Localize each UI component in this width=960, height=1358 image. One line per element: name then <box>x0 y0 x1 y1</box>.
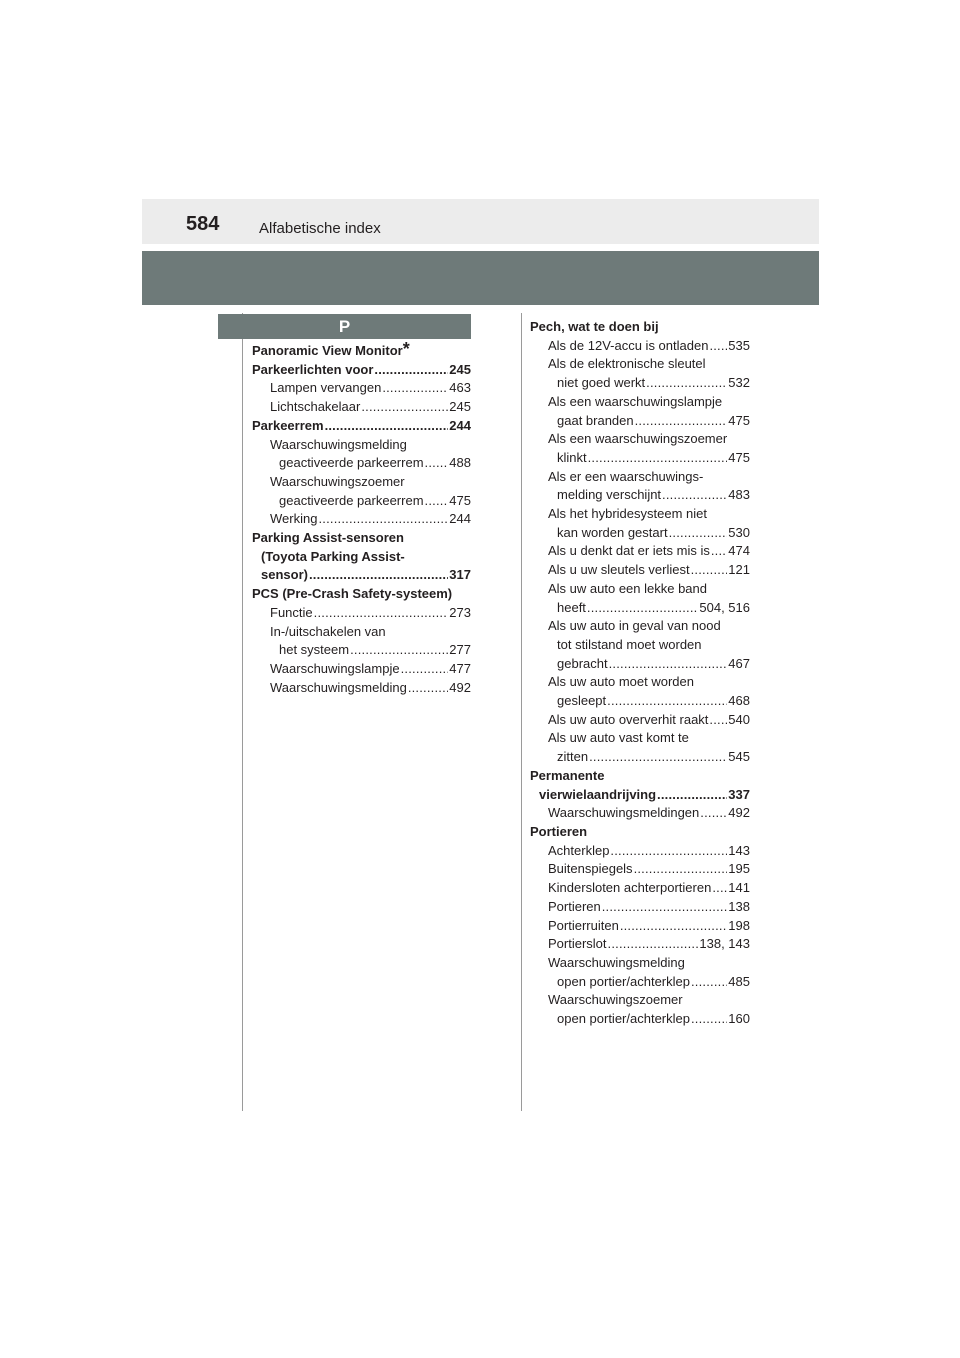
index-entry-text: Portierruiten <box>548 917 619 933</box>
index-entry-text: gebracht <box>557 655 608 671</box>
index-entry-text: (Toyota Parking Assist- <box>261 548 405 564</box>
index-entry <box>530 337 750 356</box>
index-entry <box>530 1010 750 1029</box>
index-entry-text: tot stilstand moet worden <box>557 636 702 652</box>
index-page-ref[interactable]: 545 <box>728 749 750 765</box>
index-entry-text: Parking Assist-sensoren <box>252 530 404 546</box>
dot-leader <box>608 935 699 954</box>
index-page-ref[interactable]: 198 <box>728 917 750 933</box>
index-entry <box>252 510 471 529</box>
index-entry <box>530 711 750 730</box>
index-entry-text: Waarschuwingszoemer <box>270 473 405 489</box>
index-page-ref[interactable]: 337 <box>728 786 750 802</box>
index-entry-text: geactiveerde parkeerrem <box>279 455 424 471</box>
index-entry <box>530 617 750 636</box>
dot-leader <box>709 337 727 356</box>
header-band <box>142 199 819 244</box>
index-entry <box>530 486 750 505</box>
index-entry <box>530 935 750 954</box>
index-entry-text: Als de elektronische sleutel <box>548 356 706 372</box>
index-entry <box>530 842 750 861</box>
index-entry <box>530 355 750 374</box>
header-dark-band <box>142 251 819 305</box>
index-letter-heading: P <box>218 314 471 339</box>
index-page-ref[interactable]: 530 <box>728 524 750 540</box>
index-entry <box>252 679 471 698</box>
index-entry <box>530 468 750 487</box>
index-entry <box>252 548 471 567</box>
dot-leader <box>620 917 727 936</box>
index-page-ref[interactable]: 474 <box>728 543 750 559</box>
dot-leader <box>361 398 448 417</box>
index-entry <box>530 804 750 823</box>
dot-leader <box>662 486 727 505</box>
index-page-ref[interactable]: 535 <box>728 337 750 353</box>
dot-leader <box>588 449 728 468</box>
index-entry-text: Lampen vervangen <box>270 380 382 396</box>
index-page-ref[interactable]: 245 <box>449 399 471 415</box>
index-entry <box>530 524 750 543</box>
index-entry-text: gesleept <box>557 693 607 709</box>
index-entry <box>252 361 471 380</box>
dot-leader <box>425 492 449 511</box>
dot-leader <box>602 898 728 917</box>
section-title: Alfabetische index <box>259 220 381 237</box>
index-page-ref[interactable]: 273 <box>449 604 471 620</box>
index-entry-text: Functie <box>270 604 313 620</box>
index-entry-text: klinkt <box>557 449 587 465</box>
index-entry-text: Portieren <box>530 823 588 839</box>
index-entry <box>252 473 471 492</box>
index-entry-text: Portierslot <box>548 936 607 952</box>
index-entry-text: niet goed werkt <box>557 375 646 391</box>
index-entry <box>530 860 750 879</box>
index-entry-text: In-/uitschakelen van <box>270 623 386 639</box>
index-entry-text: Waarschuwingsmeldingen <box>548 805 700 821</box>
index-entry-text: Als uw auto vast komt te <box>548 730 689 746</box>
index-page-ref[interactable]: 195 <box>728 861 750 877</box>
index-page-ref[interactable]: 245 <box>449 361 471 377</box>
dot-leader <box>401 660 449 679</box>
dot-leader <box>691 561 728 580</box>
index-entry-text: Panoramic View Monitor <box>252 343 403 358</box>
index-entry-text: Als u denkt dat er iets mis is <box>548 543 710 559</box>
index-entry <box>252 566 471 585</box>
index-entry <box>530 655 750 674</box>
index-entry <box>530 692 750 711</box>
index-entry-text: heeft <box>557 599 586 615</box>
index-entry-text: Als uw auto oververhit raakt <box>548 711 709 727</box>
index-entry <box>252 604 471 623</box>
index-entry-text: melding verschijnt <box>557 487 662 503</box>
index-entry <box>530 636 750 655</box>
index-entry-text: Als uw auto in geval van nood <box>548 618 721 634</box>
index-page-ref[interactable]: 160 <box>728 1011 750 1027</box>
index-page-ref[interactable]: 504, 516 <box>699 599 750 615</box>
index-entry-text: gaat branden <box>557 412 634 428</box>
dot-leader <box>325 417 449 436</box>
index-entry-text: Als het hybridesysteem niet <box>548 506 707 522</box>
index-entry <box>252 529 471 548</box>
dot-leader <box>607 692 727 711</box>
dot-leader <box>318 510 448 529</box>
index-entry-text: Werking <box>270 511 318 527</box>
dot-leader <box>309 566 448 585</box>
index-entry <box>252 454 471 473</box>
index-entry-text: Permanente <box>530 767 605 783</box>
dot-leader <box>691 1010 727 1029</box>
index-entry <box>252 379 471 398</box>
index-page-ref[interactable]: 475 <box>449 492 471 508</box>
index-page-ref[interactable]: 492 <box>728 805 750 821</box>
index-page-ref[interactable]: 488 <box>449 455 471 471</box>
index-entry-text: Als uw auto moet worden <box>548 674 694 690</box>
index-entry <box>530 673 750 692</box>
dot-leader <box>382 379 448 398</box>
index-entry-text: Parkeerrem <box>252 417 324 433</box>
index-entry <box>530 505 750 524</box>
index-entry <box>252 660 471 679</box>
index-entry <box>530 823 750 842</box>
dot-leader <box>610 842 727 861</box>
dot-leader <box>712 879 727 898</box>
index-entry-text: PCS (Pre-Crash Safety-systeem) <box>252 586 453 602</box>
index-entry-text: Portieren <box>548 898 601 914</box>
index-entry-text: Waarschuwingszoemer <box>548 992 683 1008</box>
index-page-ref[interactable]: 141 <box>728 880 750 896</box>
dot-leader <box>314 604 449 623</box>
dot-leader <box>635 412 728 431</box>
page-number: 584 <box>186 213 220 235</box>
index-entry <box>252 641 471 660</box>
index-page-ref[interactable]: 244 <box>449 511 471 527</box>
index-entry-text: Als een waarschuwingslampje <box>548 393 723 409</box>
dot-leader <box>646 374 727 393</box>
index-entry-text: open portier/achterklep <box>557 1011 690 1027</box>
dot-leader <box>669 524 728 543</box>
index-entry <box>530 374 750 393</box>
index-entry <box>530 393 750 412</box>
index-page-ref[interactable]: 463 <box>449 380 471 396</box>
dot-leader <box>657 786 727 805</box>
index-entry-text: Waarschuwingsmelding <box>548 954 685 970</box>
index-entry <box>252 585 471 604</box>
index-entry <box>530 991 750 1010</box>
index-entry <box>530 973 750 992</box>
dot-leader <box>609 655 728 674</box>
index-entry <box>530 954 750 973</box>
index-entry <box>530 318 750 337</box>
dot-leader <box>709 711 727 730</box>
index-page-ref[interactable]: 138 <box>728 898 750 914</box>
index-entry <box>530 786 750 805</box>
index-page-ref[interactable]: 477 <box>449 660 471 676</box>
index-entry-text: kan worden gestart <box>557 524 668 540</box>
index-page-ref[interactable]: 475 <box>728 412 750 428</box>
index-entry-text: geactiveerde parkeerrem <box>279 492 424 508</box>
index-entry <box>252 492 471 511</box>
index-entry <box>530 917 750 936</box>
index-entry-text: Pech, wat te doen bij <box>530 319 659 334</box>
index-page-ref[interactable]: 540 <box>728 711 750 727</box>
index-page-ref[interactable]: 485 <box>728 973 750 989</box>
index-entry-text: het systeem <box>279 642 350 658</box>
index-entry <box>530 449 750 468</box>
index-entry <box>530 879 750 898</box>
index-entry <box>530 729 750 748</box>
index-entry-text: Als uw auto een lekke band <box>548 580 707 596</box>
index-entry-text: Waarschuwingsmelding <box>270 679 407 695</box>
index-entry-text: open portier/achterklep <box>557 973 690 989</box>
index-page-ref[interactable]: 317 <box>449 567 471 583</box>
dot-leader <box>700 804 727 823</box>
index-page-ref[interactable]: 483 <box>728 487 750 503</box>
index-page-ref[interactable]: 475 <box>728 449 750 465</box>
index-column-right <box>530 318 750 1029</box>
index-entry <box>530 767 750 786</box>
dot-leader <box>350 641 448 660</box>
index-entry-text: Achterklep <box>548 842 610 858</box>
dot-leader <box>589 748 727 767</box>
left-column-rule <box>242 313 243 1111</box>
index-entry <box>530 580 750 599</box>
dot-leader <box>425 454 449 473</box>
index-entry-text: Als de 12V-accu is ontladen <box>548 337 709 353</box>
dot-leader <box>408 679 448 698</box>
dot-leader <box>691 973 727 992</box>
index-page-ref[interactable]: 138, 143 <box>699 936 750 952</box>
index-entry <box>530 599 750 618</box>
index-page-ref[interactable]: 121 <box>728 562 750 578</box>
index-page-ref[interactable]: 492 <box>449 679 471 695</box>
index-entry-text: Parkeerlichten voor <box>252 361 374 377</box>
index-page-ref[interactable]: 467 <box>728 655 750 671</box>
index-entry <box>530 898 750 917</box>
index-entry <box>252 623 471 642</box>
index-entry-text: Kindersloten achterportieren <box>548 880 712 896</box>
index-entry: Panoramic View Monitor * <box>252 342 410 359</box>
index-column-left <box>252 342 471 697</box>
index-entry-text: Als er een waarschuwings- <box>548 468 704 484</box>
index-entry <box>530 542 750 561</box>
index-page-ref[interactable]: 143 <box>728 842 750 858</box>
index-page-ref[interactable]: 277 <box>449 642 471 658</box>
index-entry <box>530 748 750 767</box>
index-entry <box>252 398 471 417</box>
right-column-rule <box>521 313 522 1111</box>
index-entry-text: Waarschuwingslampje <box>270 660 400 676</box>
index-entry-text: Waarschuwingsmelding <box>270 436 407 452</box>
index-page-ref[interactable]: 468 <box>728 693 750 709</box>
index-page-ref[interactable]: 532 <box>728 375 750 391</box>
index-page-ref[interactable]: 244 <box>449 417 471 433</box>
index-entry <box>252 417 471 436</box>
dot-leader <box>587 599 698 618</box>
dot-leader <box>711 542 727 561</box>
index-entry <box>530 561 750 580</box>
index-entry-text: Als u uw sleutels verliest <box>548 562 690 578</box>
index-entry <box>252 436 471 455</box>
index-entry-text: vierwielaandrijving <box>539 786 657 802</box>
index-entry-text: Buitenspiegels <box>548 861 633 877</box>
index-entry-text: sensor) <box>261 567 308 583</box>
dot-leader <box>374 361 448 380</box>
index-entry-text: Als een waarschuwingszoemer <box>548 431 728 447</box>
index-entry-text: Lichtschakelaar <box>270 399 361 415</box>
dot-leader <box>634 860 728 879</box>
index-entry-text: zitten <box>557 749 589 765</box>
index-entry <box>530 412 750 431</box>
index-entry <box>530 430 750 449</box>
